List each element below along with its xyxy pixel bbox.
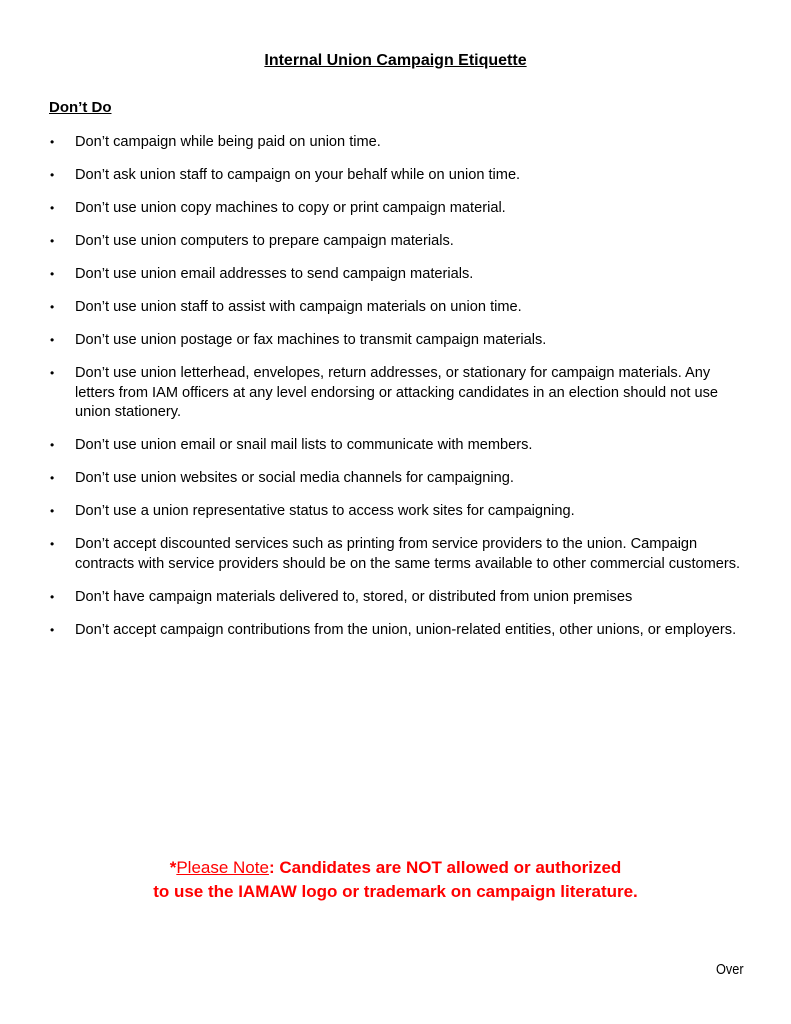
list-item-text: Don’t use union copy machines to copy or print campaign material. (75, 200, 506, 216)
list-item-text: Don’t use union letterhead, envelopes, return addresses, or stationary for campaign materials. Any letters from IAM officers at any level endorsing or attacking candidates in an election should not use union stationery. (75, 365, 719, 421)
list-item (49, 621, 749, 641)
section-heading: Don’t Do (49, 99, 112, 116)
note-asterisk: * (169, 858, 177, 877)
bullet-icon: • (50, 590, 55, 605)
list-item-text: Don’t ask union staff to campaign on your behalf while on union time. (75, 167, 521, 183)
list-item-text: Don’t have campaign materials delivered to, stored, or distributed from union premises (75, 589, 633, 606)
list-item (49, 166, 749, 186)
list-item (49, 535, 749, 574)
list-item (49, 588, 749, 608)
bullet-icon: • (50, 438, 55, 453)
list-item-text: Don’t use a union representative status to access work sites for campaigning. (75, 503, 575, 520)
bullet-icon: • (50, 300, 55, 314)
bullet-icon: • (50, 623, 55, 638)
bullet-icon: • (50, 201, 55, 215)
list-item (49, 298, 749, 318)
page-title: Internal Union Campaign Etiquette (264, 52, 527, 69)
list-item (49, 364, 749, 423)
bullet-icon: • (50, 135, 55, 149)
note-line-1-text: : Candidates are NOT allowed or authorized (268, 858, 622, 877)
list-item (49, 436, 749, 456)
list-item-text: Don’t use union computers to prepare campaign materials. (75, 233, 454, 249)
list-item-text: Don’t use union websites or social media channels for campaigning. (75, 470, 514, 487)
etiquette-list (49, 133, 749, 654)
note-line-2: to use the IAMAW logo or trademark on campaign literature. (153, 882, 638, 901)
bullet-icon: • (50, 471, 55, 486)
bullet-icon: • (50, 234, 55, 248)
list-item (49, 133, 749, 153)
list-item (49, 232, 749, 252)
note-block (0, 856, 791, 904)
bullet-icon: • (50, 366, 55, 380)
list-item-text: Don’t use union staff to assist with campaign materials on union time. (75, 299, 522, 315)
bullet-icon: • (50, 168, 55, 182)
list-item (49, 331, 749, 351)
please-note-link[interactable]: Please Note (176, 858, 269, 877)
note-line-1 (0, 856, 791, 880)
bullet-icon: • (50, 504, 55, 519)
list-item (49, 502, 749, 522)
list-item-text: Don’t use union email addresses to send campaign materials. (75, 266, 474, 282)
list-item (49, 469, 749, 489)
list-item-text: Don’t accept discounted services such as printing from service providers to the union. Campaign contracts with service providers should be on the same terms available to other commercial customers. (75, 536, 741, 573)
list-item (49, 199, 749, 219)
bullet-icon: • (50, 537, 55, 552)
over-footer: Over (716, 961, 744, 978)
list-item-text: Don’t campaign while being paid on union time. (75, 134, 381, 150)
list-item-text: Don’t accept campaign contributions from the union, union-related entities, other unions, or employers. (75, 622, 737, 639)
bullet-icon: • (50, 267, 55, 281)
list-item (49, 265, 749, 285)
list-item-text: Don’t use union postage or fax machines to transmit campaign materials. (75, 332, 547, 348)
bullet-icon: • (50, 333, 55, 347)
list-item-text: Don’t use union email or snail mail lists to communicate with members. (75, 437, 533, 454)
